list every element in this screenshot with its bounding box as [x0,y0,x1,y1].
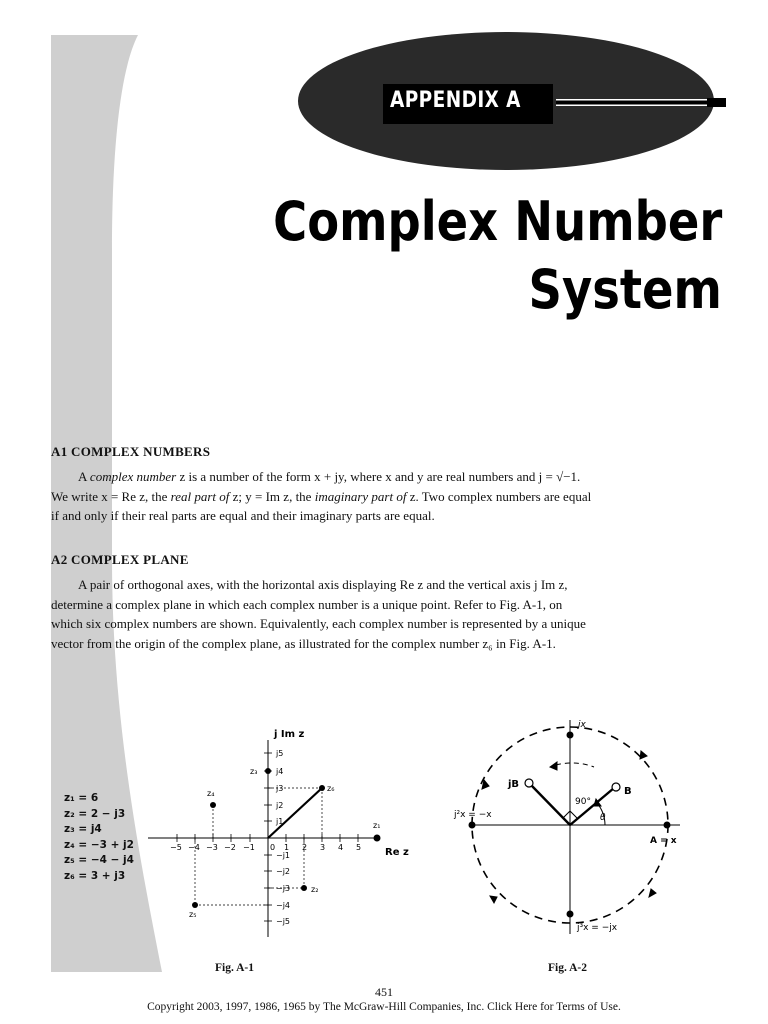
fig-a2-theta-label: θ [600,813,606,823]
x-tick-m3: −3 [206,843,218,852]
a1-line1: A complex number z is a number of the form x + jy, where x and y are real numbers and j = √−1. [78,469,581,484]
x-tick-0: 0 [270,843,276,852]
x-tick-3: 3 [320,843,326,852]
a2-line4: vector from the origin of the complex plane, as illustrated for the complex number z₆ in Fig. A-1. [51,635,556,651]
point-z4 [210,802,216,808]
label-z1: z₁ [373,821,381,830]
point-jB [525,779,533,787]
x-tick-5: 5 [356,843,362,852]
x-tick-2: 2 [302,843,308,852]
copyright-line: Copyright 2003, 1997, 1986, 1965 by The McGraw-Hill Companies, Inc. Click Here for Terms of Use. [147,1001,621,1013]
x-tick-m5: −5 [170,843,182,852]
fig-a2-jB-label: jB [508,779,520,790]
section-a2-heading: A2 COMPLEX PLANE [51,552,189,567]
fig-a2-diagram [470,720,680,934]
fig-a1-y-axis-label: j Im z [274,729,305,740]
a2-line3: which six complex numbers are shown. Equivalently, each complex number is represented by a unique [51,616,586,631]
label-z3: z₃ [250,767,258,776]
label-z6: z₆ [327,784,335,793]
fig-a2-caption: Fig. A-2 [548,962,587,974]
fig-a2-top-label: jx [578,720,586,730]
point-z3 [265,768,271,774]
label-z4: z₄ [207,789,215,798]
point-right [664,822,671,829]
fig-a2-bottom-label: j³x = −jx [577,923,618,933]
page-number: 451 [375,985,393,999]
point-top [567,732,574,739]
chapter-title-line1: Complex Number [272,190,722,253]
chapter-title-line2: System [528,258,722,321]
point-z5 [192,902,198,908]
point-left [469,822,476,829]
y-tick-j4: j4 [276,767,284,776]
equation-z1: z₁ = 6 [64,792,99,804]
point-B [612,783,620,791]
y-tick-j2: j2 [276,801,284,810]
point-z6 [319,785,325,791]
equation-z5: z₅ = −4 − j4 [64,854,134,866]
a2-line1: A pair of orthogonal axes, with the horizontal axis displaying Re z and the vertical axis j Im z, [78,577,568,592]
section-a1-heading: A1 COMPLEX NUMBERS [51,444,211,459]
fig-a2-left-label: j²x = −x [454,810,492,820]
x-tick-4: 4 [338,843,344,852]
fig-a2-angle-label: 90° [575,797,591,807]
fig-a1-x-axis-label: Re z [385,847,409,858]
y-tick-j1: j1 [276,817,284,826]
fig-a1-diagram [148,740,380,937]
fig-a1-caption: Fig. A-1 [215,962,254,974]
y-tick-j5: j5 [276,749,284,758]
x-tick-m4: −4 [188,843,200,852]
fig-a2-B-label: B [624,786,632,797]
y-tick-mj1: −j1 [276,851,291,860]
equation-z2: z₂ = 2 − j3 [64,807,126,820]
point-z1 [374,835,381,842]
a1-line2: We write x = Re z, the real part of z; y = Im z, the imaginary part of z. Two complex numbers are equal [51,488,592,504]
label-z2: z₂ [311,885,319,894]
equation-z4: z₄ = −3 + j2 [64,838,134,851]
y-tick-mj5: −j5 [276,917,291,926]
point-bottom [567,911,574,918]
a2-line2: determine a complex plane in which each complex number is a unique point. Refer to Fig. A-1, on [51,596,563,612]
fig-a1-equations [64,791,134,884]
equation-z6: z₆ = 3 + j3 [64,869,126,882]
x-tick-m2: −2 [224,843,236,852]
appendix-label: APPENDIX A [390,88,521,113]
y-tick-mj4: −j4 [276,901,291,910]
label-z5: z₅ [189,910,197,919]
x-tick-1: 1 [284,843,290,852]
a1-line3: if and only if their real parts are equal and their imaginary parts are equal. [51,508,435,523]
x-tick-m1: −1 [243,843,255,852]
equation-z3: z₃ = j4 [64,823,102,835]
fig-a2-right-label: A = x [650,836,677,846]
y-tick-j3: j3 [276,784,284,793]
point-z2 [301,885,307,891]
y-tick-mj3: −j3 [276,884,291,893]
y-tick-mj2: −j2 [276,867,291,876]
